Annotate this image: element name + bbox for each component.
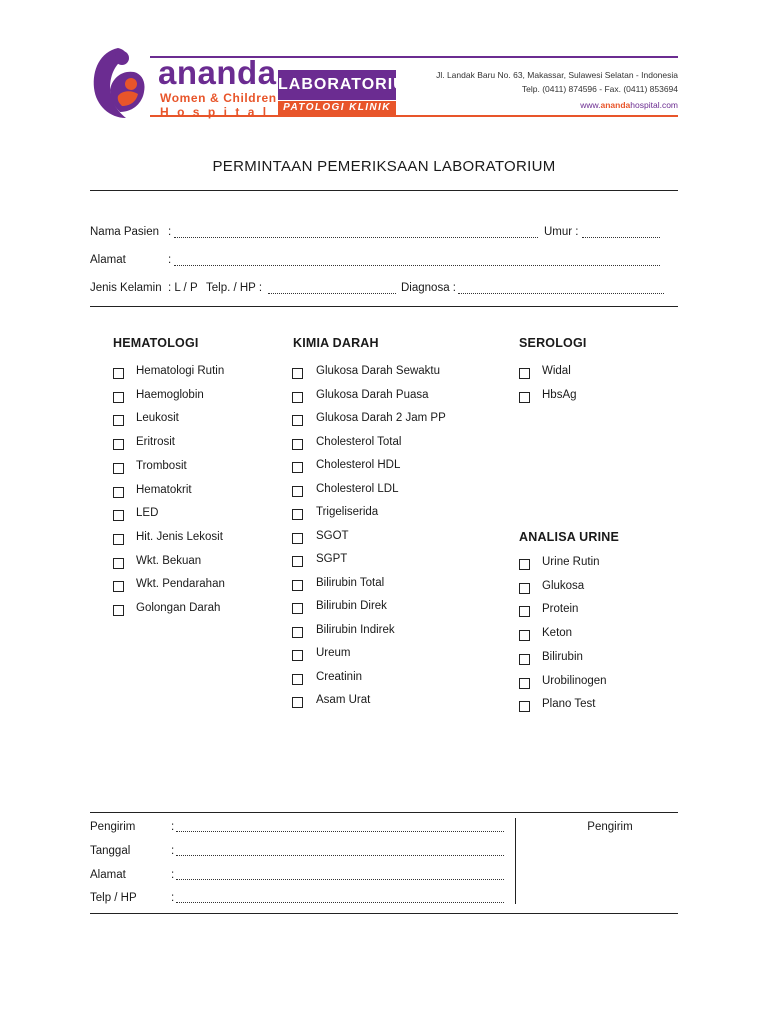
test-item-label: Glukosa xyxy=(542,579,585,592)
brand-line-1: Women & Children xyxy=(160,91,277,105)
sender-phone-label: Telp / HP xyxy=(90,892,137,904)
test-item-label: Plano Test xyxy=(542,698,596,711)
date-label: Tanggal xyxy=(90,845,131,857)
test-item-label: Cholesterol HDL xyxy=(316,459,401,471)
form-title: PERMINTAAN PEMERIKSAAN LABORATORIUM xyxy=(212,158,556,175)
test-item-label: Eritrosit xyxy=(136,436,175,449)
patient-name-field[interactable] xyxy=(174,228,538,238)
checkbox[interactable] xyxy=(113,392,124,403)
checkbox[interactable] xyxy=(519,654,530,665)
patient-address-colon: : xyxy=(168,254,172,266)
test-item-label: Creatinin xyxy=(316,670,363,683)
sender-address-label: Alamat xyxy=(90,869,126,881)
checkbox[interactable] xyxy=(519,701,530,712)
test-item-label: Leukosit xyxy=(136,412,179,425)
checkbox[interactable] xyxy=(113,439,124,450)
footer-bottom-divider xyxy=(90,913,678,914)
info-divider xyxy=(90,306,678,307)
checkbox[interactable] xyxy=(113,558,124,569)
patient-gender-label: Jenis Kelamin xyxy=(90,282,162,294)
brand-name: ananda xyxy=(158,54,277,91)
lab-subtitle-badge: PATOLOGI KLINIK xyxy=(278,101,396,115)
section-title-kimia-darah: KIMIA DARAH xyxy=(293,336,379,350)
brand-line-2: Hospital xyxy=(160,105,275,119)
test-item-label: Keton xyxy=(542,627,573,640)
checkbox[interactable] xyxy=(292,439,303,450)
checkbox[interactable] xyxy=(113,510,124,521)
checkbox[interactable] xyxy=(292,415,303,426)
checkbox[interactable] xyxy=(113,534,124,545)
hospital-address: Jl. Landak Baru No. 63, Makassar, Sulawesi Selatan - Indonesia xyxy=(436,71,678,80)
website-prefix: www. xyxy=(580,101,601,110)
checkbox[interactable] xyxy=(292,697,303,708)
test-item-label: Hematologi Rutin xyxy=(136,365,225,377)
test-item-label: Cholesterol Total xyxy=(316,435,402,448)
test-item-label: Trigeliserida xyxy=(316,506,379,518)
test-item-label: Bilirubin Indirek xyxy=(316,623,395,636)
checkbox[interactable] xyxy=(292,392,303,403)
checkbox[interactable] xyxy=(292,368,303,379)
mother-and-child-logo-icon xyxy=(88,44,150,122)
checkbox[interactable] xyxy=(113,581,124,592)
checkbox[interactable] xyxy=(292,556,303,567)
test-item-label: Bilirubin xyxy=(542,650,583,663)
test-item-label: Hit. Jenis Lekosit xyxy=(136,530,223,543)
checkbox[interactable] xyxy=(292,603,303,614)
date-field[interactable] xyxy=(176,846,504,856)
checkbox[interactable] xyxy=(292,533,303,544)
checkbox[interactable] xyxy=(113,487,124,498)
test-item-label: Glukosa Darah Puasa xyxy=(316,388,429,401)
hospital-phone: Telp. (0411) 874596 - Fax. (0411) 853694 xyxy=(521,85,678,94)
checkbox[interactable] xyxy=(519,630,530,641)
test-item-label: Cholesterol LDL xyxy=(316,482,399,495)
checkbox[interactable] xyxy=(519,368,530,379)
patient-name-label: Nama Pasien xyxy=(90,226,160,238)
sender-label: Pengirim xyxy=(90,821,136,833)
checkbox[interactable] xyxy=(113,605,124,616)
date-colon: : xyxy=(171,845,175,857)
test-item-label: Wkt. Pendarahan xyxy=(136,578,225,591)
sender-address-colon: : xyxy=(171,869,175,881)
checkbox[interactable] xyxy=(519,583,530,594)
patient-phone-field[interactable] xyxy=(268,284,396,294)
checkbox[interactable] xyxy=(292,627,303,638)
sender-field[interactable] xyxy=(176,822,504,832)
test-item-label: Urine Rutin xyxy=(542,556,600,568)
test-item-label: Bilirubin Direk xyxy=(316,600,387,612)
checkbox[interactable] xyxy=(292,462,303,473)
test-item-label: Haemoglobin xyxy=(136,388,204,401)
patient-diagnosis-field[interactable] xyxy=(458,284,664,294)
test-item-label: Trombosit xyxy=(136,459,187,472)
checkbox[interactable] xyxy=(292,674,303,685)
test-item-label: Bilirubin Total xyxy=(316,576,385,589)
patient-phone-label: Telp. / HP : xyxy=(206,282,263,294)
checkbox[interactable] xyxy=(519,678,530,689)
checkbox[interactable] xyxy=(292,509,303,520)
test-item-label: Hematokrit xyxy=(136,483,192,496)
sender-address-field[interactable] xyxy=(176,870,504,880)
checkbox[interactable] xyxy=(292,486,303,497)
checkbox[interactable] xyxy=(292,650,303,661)
test-item-label: HbsAg xyxy=(542,388,577,401)
checkbox[interactable] xyxy=(113,415,124,426)
section-title-analisa-urine: ANALISA URINE xyxy=(519,530,620,544)
patient-name-colon: : xyxy=(168,226,172,238)
test-item-label: Asam Urat xyxy=(316,694,371,706)
checkbox[interactable] xyxy=(113,463,124,474)
test-item-label: Protein xyxy=(542,603,579,616)
test-item-label: SGOT xyxy=(316,529,349,542)
lab-title-badge: LABORATORIUM xyxy=(278,70,396,100)
footer-top-divider xyxy=(90,812,678,813)
checkbox[interactable] xyxy=(519,559,530,570)
checkbox[interactable] xyxy=(113,368,124,379)
patient-age-field[interactable] xyxy=(582,228,660,238)
test-item-label: Golongan Darah xyxy=(136,602,221,614)
patient-diagnosis-label: Diagnosa : xyxy=(401,282,456,294)
test-item-label: Wkt. Bekuan xyxy=(136,554,202,567)
patient-gender-options[interactable]: : L / P xyxy=(168,282,198,294)
patient-age-label: Umur : xyxy=(544,226,579,238)
checkbox[interactable] xyxy=(519,606,530,617)
hospital-website[interactable] xyxy=(402,101,678,110)
website-highlight: ananda xyxy=(600,101,631,110)
signature-label: Pengirim xyxy=(587,821,633,833)
sender-phone-colon: : xyxy=(171,892,175,904)
test-item-label: SGPT xyxy=(316,553,348,565)
checkbox[interactable] xyxy=(519,392,530,403)
test-item-label: Urobilinogen xyxy=(542,674,607,687)
test-item-label: Ureum xyxy=(316,647,351,659)
title-divider xyxy=(90,190,678,191)
test-item-label: Widal xyxy=(542,365,571,377)
test-item-label: Glukosa Darah Sewaktu xyxy=(316,365,441,377)
test-item-label: Glukosa Darah 2 Jam PP xyxy=(316,412,446,424)
section-title-serologi: SEROLOGI xyxy=(519,336,587,350)
sender-phone-field[interactable] xyxy=(176,893,504,903)
patient-address-label: Alamat xyxy=(90,254,126,266)
sender-colon: : xyxy=(171,821,175,833)
checkbox[interactable] xyxy=(292,580,303,591)
section-title-hematologi: HEMATOLOGI xyxy=(113,336,199,350)
website-suffix: hospital.com xyxy=(630,101,678,110)
test-item-label: LED xyxy=(136,507,159,520)
footer-column-divider xyxy=(515,818,516,904)
patient-address-field[interactable] xyxy=(174,256,660,266)
